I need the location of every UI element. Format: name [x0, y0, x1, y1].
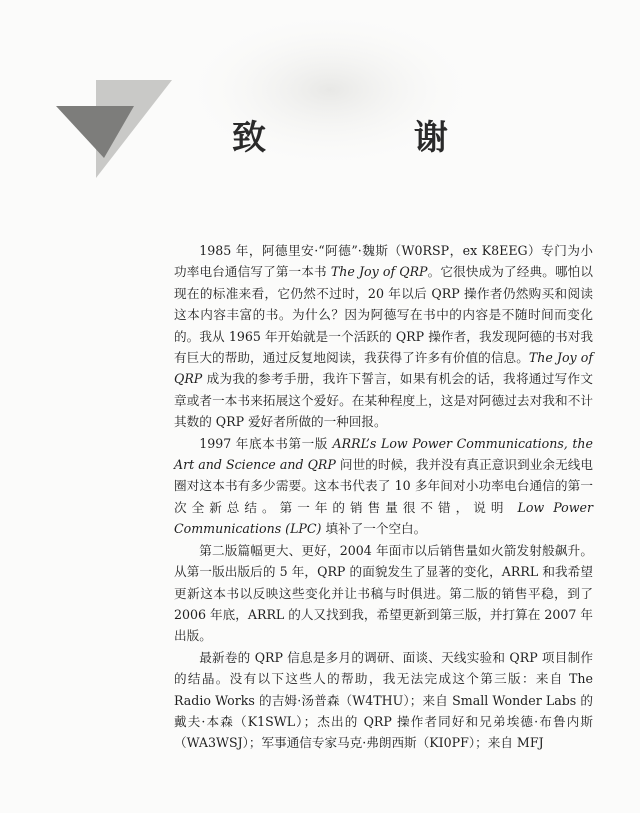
- paragraph-text: 1997 年底本书第一版: [199, 435, 333, 451]
- paragraph: [174, 433, 593, 540]
- paragraph: [174, 647, 593, 754]
- book-title-text: Low Power Communications (LPC): [174, 499, 593, 537]
- paragraph-text: 问世的时候，我并没有真正意识到业余无线电圈对这本书有多少需要。这本书代表了 10 多年间对小功率电台通信的第一次全新总结。第一年的销售量很不错，说明: [174, 457, 593, 515]
- paragraph-text: 1985 年，阿德里安·“阿德”·魏斯（W0RSP，ex K8EEG）专门为小功率电台通信写了第一本书: [174, 243, 593, 280]
- paragraph-text: 第二版篇幅更大、更好，2004 年面市以后销售量如火箭发射般飙升。从第一版出版后的 5 年，QRP 的面貌发生了显著的变化，ARRL 和我希望更新这本书以反映这些变化并让书稿与时俱进。第二版的销售平稳，到了 2006 年底，ARRL 的人又找到我，希望更新到第三版，并打算在 2007 年出版。: [174, 542, 593, 644]
- book-title-text: The Joy of QRP: [330, 264, 428, 280]
- acknowledgements-body: [174, 240, 593, 754]
- paragraph-text: 成为我的参考手册，我许下誓言，如果有机会的话，我将通过写作文章或者一本书来拓展这个爱好。在某种程度上，这是对阿德过去对我和不计其数的 QRP 爱好者所做的一种回报。: [174, 371, 593, 430]
- book-title-text: ARRL’s Low Power Communications, the Art and Science and QRP: [174, 435, 593, 473]
- paragraph-text: 填补了一个空白。: [321, 521, 427, 537]
- paragraph-text: 。它很快成为了经典。哪怕以现在的标准来看，它仍然不过时，20 年以后 QRP 操作者仍然购买和阅读这本内容丰富的书。为什么？因为阿德写在书中的内容是不随时间而变化的。我从 1965 年开始就是一个活跃的 QRP 操作者，我发现阿德的书对我有巨大的帮助，通过反复地阅读，我获得了许多有价值的信息。: [174, 264, 593, 366]
- paragraph-text: 最新卷的 QRP 信息是多月的调研、面谈、天线实验和 QRP 项目制作的结晶。没有以下这些人的帮助，我无法完成这个第三版：来自 The Radio Works 的吉姆·汤普森（W4THU）；来自 Small Wonder Labs 的戴夫·本森（K1SWL）；杰出的 QRP 操作者同好和兄弟埃德·布鲁内斯（WA3WSJ）；军事通信专家马克·弗朗西斯（KI0PF）；来自 MFJ: [174, 649, 593, 751]
- page-title: 致 谢: [232, 118, 516, 158]
- book-title-text: The Joy of QRP: [174, 350, 593, 387]
- paragraph: [174, 540, 593, 647]
- paragraph: [174, 240, 593, 433]
